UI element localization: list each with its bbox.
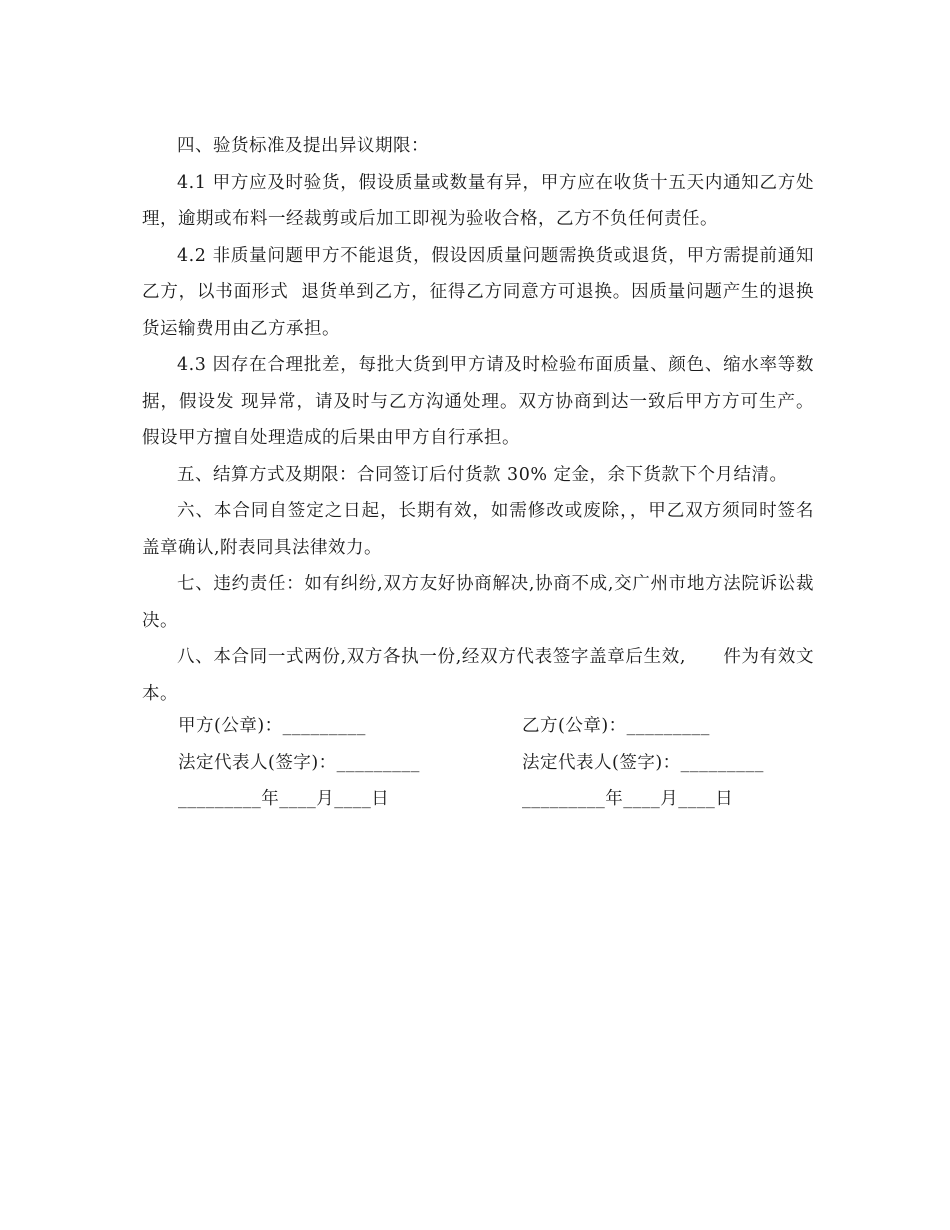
signature-row-seal xyxy=(178,708,818,745)
section-breach: 七、违约责任：如有纠纷,双方友好协商解决,协商不成,交广州市地方法院诉讼裁决。 xyxy=(142,574,814,631)
party-a-representative-line: 法定代表人(签字)：_________ xyxy=(178,752,420,773)
party-a-seal-line: 甲方(公章)：_________ xyxy=(178,716,366,736)
contract-body xyxy=(142,128,814,712)
clause-4-3: 4.3 因存在合理批差，每批大货到甲方请及时检验布面质量、颜色、缩水率等数据，假设发 现异常，请及时与乙方沟通处理。双方协商到达一致后甲方方可生产。假设甲方擅自处理造成的后果由甲方自行承担。 xyxy=(142,355,814,448)
section-copies: 八、本合同一式两份,双方各执一份,经双方代表签字盖章后生效, 件为有效文本。 xyxy=(142,647,814,704)
clause-4-2: 4.2 非质量问题甲方不能退货，假设因质量问题需换货或退货，甲方需提前通知乙方，以书面形式 退货单到乙方，征得乙方同意方可退换。因质量问题产生的退换货运输费用由乙方承担。 xyxy=(142,245,814,339)
clause-4-1: 4.1 甲方应及时验货，假设质量或数量有异，甲方应在收货十五天内通知乙方处理，逾期或布料一经裁剪或后加工即视为验收合格，乙方不负任何责任。 xyxy=(142,172,814,229)
party-b-seal-line: 乙方(公章)：_________ xyxy=(522,716,710,736)
section-validity: 六、本合同自签定之日起，长期有效，如需修改或废除，，甲乙双方须同时签名盖章确认,附表同具法律效力。 xyxy=(142,501,814,558)
signature-block xyxy=(178,708,818,818)
signature-row-date xyxy=(178,781,818,818)
signature-row-representative xyxy=(178,745,818,782)
section-settlement: 五、结算方式及期限：合同签订后付货款 30% 定金，余下货款下个月结清。 xyxy=(177,464,788,485)
party-a-date-line: _________年____月____日 xyxy=(178,789,390,809)
party-b-date-line: _________年____月____日 xyxy=(522,789,734,809)
section-heading-inspection: 四、验货标准及提出异议期限： xyxy=(177,136,429,156)
party-b-representative-line: 法定代表人(签字)：_________ xyxy=(522,752,764,773)
